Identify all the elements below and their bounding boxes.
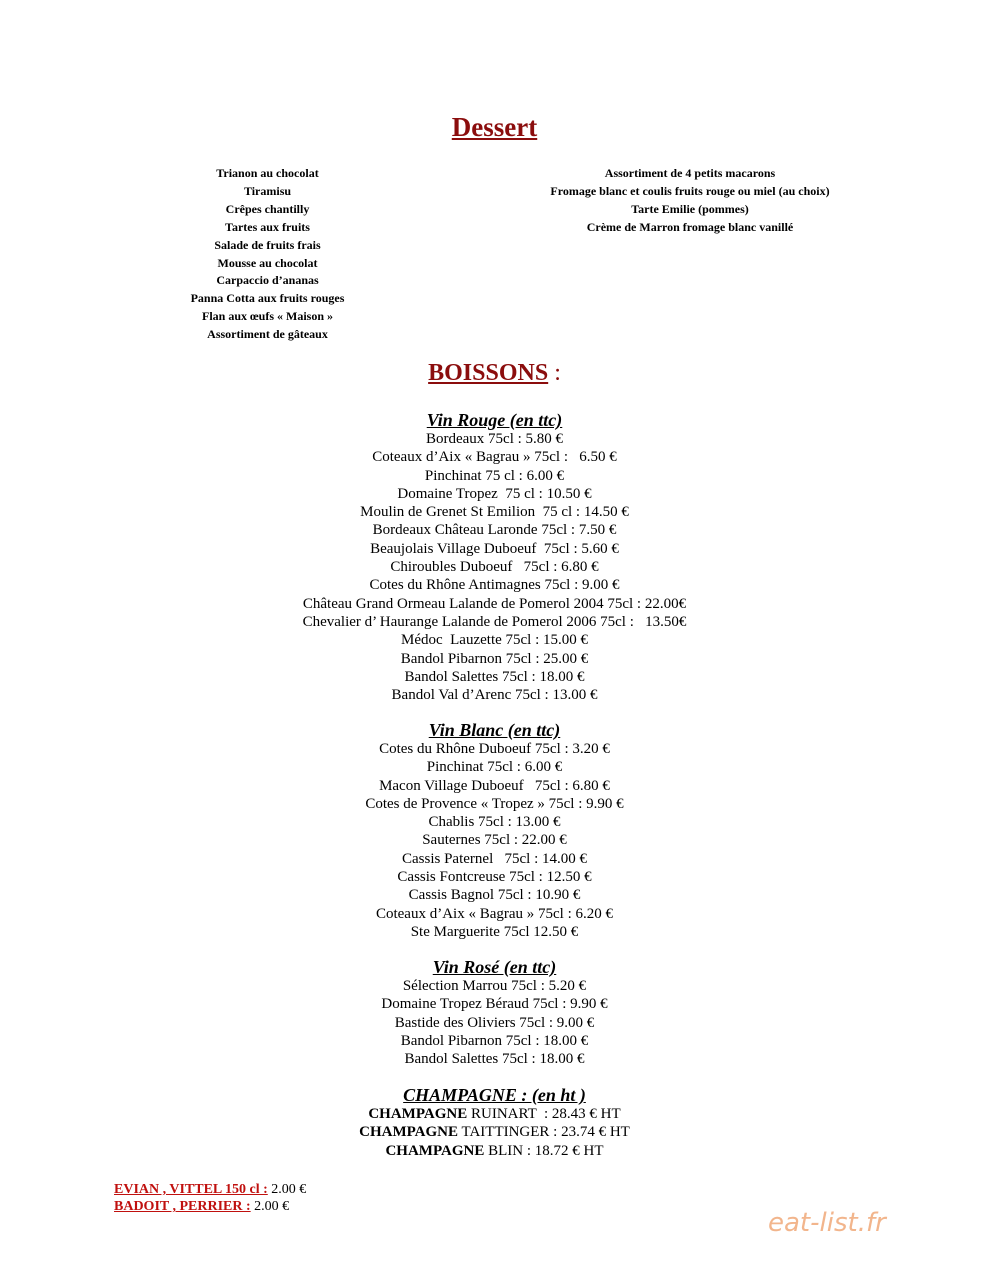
- list-item: Beaujolais Village Duboeuf 75cl : 5.60 €: [370, 540, 619, 557]
- list-item: Cassis Paternel 75cl : 14.00 €: [402, 850, 587, 867]
- list-item: Médoc Lauzette 75cl : 15.00 €: [400, 632, 589, 649]
- water-price: 2.00 €: [250, 1199, 290, 1214]
- list-item: Mousse au chocolat: [217, 255, 318, 270]
- list-item: Tarte Emilie (pommes): [631, 201, 749, 216]
- list-item: Cassis Fontcreuse 75cl : 12.50 €: [397, 869, 592, 886]
- vin-blanc-title: Vin Blanc (en ttc): [428, 720, 561, 740]
- list-item: Chiroubles Duboeuf 75cl : 6.80 €: [390, 559, 599, 576]
- list-item: Crème de Marron fromage blanc vanillé: [586, 219, 794, 234]
- list-item: Sélection Marrou 75cl : 5.20 €: [402, 978, 587, 994]
- vin-blanc-section: [0, 720, 989, 941]
- list-item: Cotes du Rhône Duboeuf 75cl : 3.20 €: [379, 741, 610, 757]
- champagne-brand: CHAMPAGNE: [385, 1142, 485, 1159]
- list-item: Chevalier d’ Haurange Lalande de Pomerol 2006 75cl : 13.50€: [302, 613, 687, 630]
- list-item: Bandol Salettes 75cl : 18.00 €: [404, 1051, 585, 1068]
- champagne-detail: TAITTINGER : 23.74 € HT: [458, 1124, 630, 1141]
- list-item: Bandol Pibarnon 75cl : 18.00 €: [400, 1032, 589, 1049]
- vin-rouge-title: Vin Rouge (en ttc): [426, 410, 563, 430]
- champagne-title: CHAMPAGNE : (en ht ): [403, 1085, 586, 1105]
- champagne-brand: CHAMPAGNE: [368, 1106, 468, 1122]
- list-item: Bastide des Oliviers 75cl : 9.00 €: [394, 1014, 595, 1031]
- list-item: [114, 1181, 306, 1198]
- list-item: Chablis 75cl : 13.00 €: [428, 814, 561, 831]
- list-item: Cotes de Provence « Tropez » 75cl : 9.90 €: [365, 795, 624, 812]
- list-item: Domaine Tropez 75 cl : 10.50 €: [397, 485, 592, 502]
- list-item: Coteaux d’Aix « Bagrau » 75cl : 6.20 €: [375, 905, 614, 922]
- boissons-title-text: BOISSONS: [428, 360, 549, 386]
- list-item: Cassis Bagnol 75cl : 10.90 €: [408, 887, 581, 904]
- list-item: Bordeaux 75cl : 5.80 €: [425, 431, 564, 447]
- dessert-title: Dessert: [451, 112, 538, 142]
- list-item: Flan aux œufs « Maison »: [201, 309, 334, 324]
- list-item: [0, 1142, 989, 1160]
- list-item: Bandol Val d’Arenc 75cl : 13.00 €: [391, 687, 598, 704]
- list-item: Bandol Salettes 75cl : 18.00 €: [404, 668, 585, 685]
- list-item: Macon Village Duboeuf 75cl : 6.80 €: [379, 777, 610, 794]
- dessert-list-left: [140, 165, 395, 344]
- vin-rouge-section: [0, 410, 989, 704]
- list-item: Carpaccio d’ananas: [216, 273, 319, 288]
- list-item: Moulin de Grenet St Emilion 75 cl : 14.50 €: [360, 504, 629, 521]
- list-item: Sauternes 75cl : 22.00 €: [422, 832, 567, 849]
- watermark-logo: eat-list.fr: [768, 1208, 886, 1238]
- list-item: Pinchinat 75 cl : 6.00 €: [424, 467, 565, 484]
- list-item: Ste Marguerite 75cl 12.50 €: [410, 923, 579, 940]
- list-item: [0, 1105, 989, 1123]
- water-label: BADOIT , PERRIER :: [114, 1199, 251, 1214]
- list-item: Salade de fruits frais: [214, 237, 321, 252]
- vin-blanc-list: [0, 740, 989, 941]
- list-item: Trianon au chocolat: [216, 166, 319, 180]
- vin-rose-section: [0, 957, 989, 1068]
- list-item: Assortiment de 4 petits macarons: [604, 166, 776, 180]
- list-item: Panna Cotta aux fruits rouges: [190, 291, 345, 306]
- list-item: [0, 1123, 989, 1141]
- list-item: Fromage blanc et coulis fruits rouge ou miel (au choix): [550, 183, 830, 198]
- list-item: Tiramisu: [243, 183, 292, 198]
- list-item: Crêpes chantilly: [225, 201, 310, 216]
- list-item: Cotes du Rhône Antimagnes 75cl : 9.00 €: [369, 577, 620, 594]
- vin-rose-list: [0, 977, 989, 1068]
- water-price: 2.00 €: [267, 1182, 307, 1197]
- boissons-title-colon: :: [554, 360, 561, 386]
- champagne-list: [0, 1105, 989, 1160]
- list-item: Bordeaux Château Laronde 75cl : 7.50 €: [372, 522, 617, 539]
- water-label: EVIAN , VITTEL 150 cl :: [114, 1182, 268, 1197]
- vin-rouge-list: [0, 430, 989, 704]
- boissons-title: [0, 360, 989, 387]
- list-item: Domaine Tropez Béraud 75cl : 9.90 €: [381, 996, 608, 1013]
- water-list: [114, 1181, 306, 1215]
- dessert-list-right: [510, 165, 870, 237]
- list-item: Bandol Pibarnon 75cl : 25.00 €: [400, 650, 589, 667]
- champagne-detail: RUINART : 28.43 € HT: [467, 1106, 621, 1122]
- champagne-brand: CHAMPAGNE: [359, 1124, 459, 1141]
- champagne-detail: BLIN : 18.72 € HT: [484, 1142, 604, 1159]
- list-item: Coteaux d’Aix « Bagrau » 75cl : 6.50 €: [372, 449, 617, 466]
- list-item: Pinchinat 75cl : 6.00 €: [426, 759, 563, 776]
- list-item: Château Grand Ormeau Lalande de Pomerol 2004 75cl : 22.00€: [302, 595, 687, 612]
- list-item: Tartes aux fruits: [225, 219, 310, 234]
- list-item: [114, 1198, 306, 1215]
- list-item: Assortiment de gâteaux: [207, 327, 328, 342]
- champagne-section: [0, 1085, 989, 1160]
- vin-rose-title: Vin Rosé (en ttc): [432, 957, 557, 977]
